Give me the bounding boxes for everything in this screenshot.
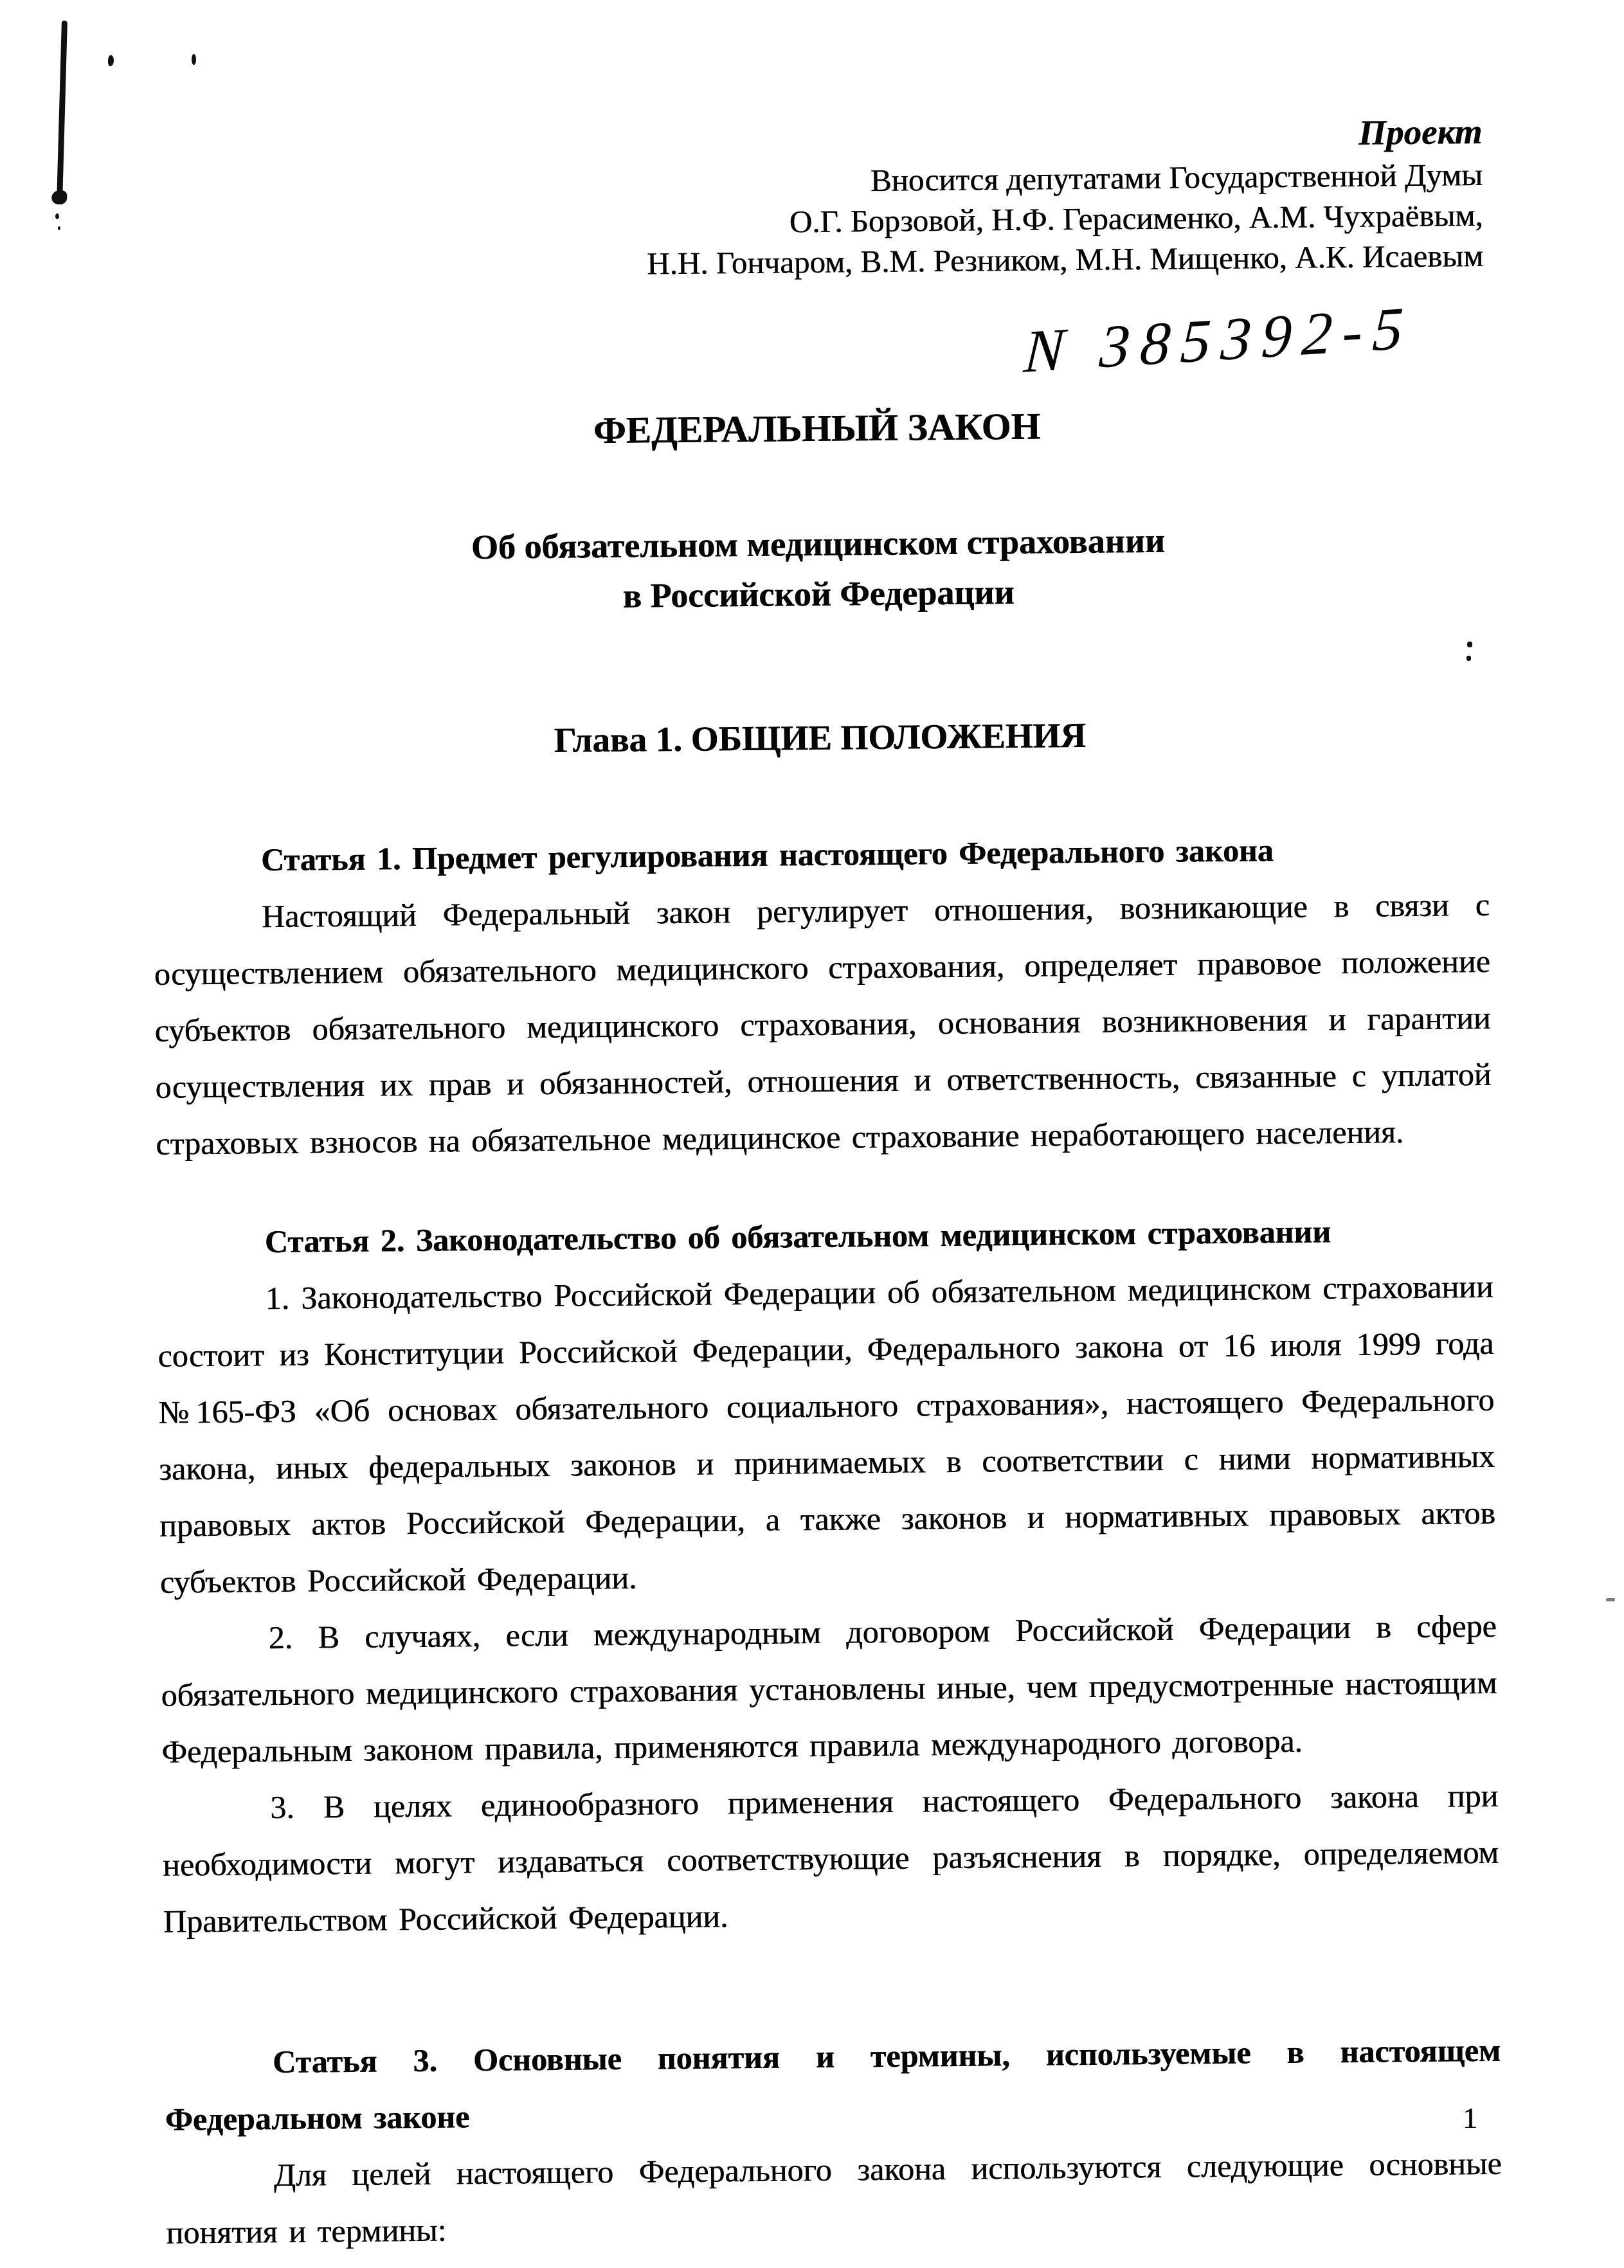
law-title-line-1: Об обязательном медицинском страховании xyxy=(471,521,1166,567)
authors-line-1: О.Г. Борзовой, Н.Ф. Герасименко, А.М. Чухраёвым, xyxy=(789,197,1483,240)
article-2-paragraph-2: 2. В случаях, если международным договором Российской Федерации в сфере обязательного медицинского страхования установлены иные, чем предусмотренные настоящим Федеральным законом правила, применяются правила международного договора. xyxy=(161,1607,1497,1770)
chapter-heading: Глава 1. ОБЩИЕ ПОЛОЖЕНИЯ xyxy=(554,715,1087,760)
article-1 xyxy=(153,820,1492,1172)
article-2-paragraph-1: 1. Законодательство Российской Федерации об обязательном медицинском страховании состоит из Конституции Российской Федерации, Федерального закона от 16 июля 1999 года №165-ФЗ «Об основах обязательного социального страхования», настоящего Федерального закона, иных федеральных законов и принимаемых в соответствии с ними нормативных правовых актов Российской Федерации, а также законов и нормативных правовых актов субъектов Российской Федерации. xyxy=(158,1268,1496,1600)
article-2-paragraph-3: 3. В целях единообразного применения настоящего Федерального закона при необходимости могут издаваться соответствующие разъяснения в порядке, определяемом Правительством Российской Федерации. xyxy=(162,1777,1499,1940)
law-type-title: ФЕДЕРАЛЬНЫЙ ЗАКОН xyxy=(593,404,1041,452)
handwritten-registration-number: N 385392-5 xyxy=(1022,294,1416,386)
article-1-heading: Статья 1. Предмет регулирования настоящего Федерального закона xyxy=(260,832,1274,878)
article-1-paragraph-1: Настоящий Федеральный закон регулирует отношения, возникающие в связи с осуществлением обязательного медицинского страхования, определяет правовое положение субъектов обязательного медицинского страхования, основания возникновения и гарантии осуществления их прав и обязанностей, отношения и ответственность, связанные с уплатой страховых взносов на обязательное медицинское страхование неработающего населения. xyxy=(154,886,1492,1162)
article-2 xyxy=(156,1202,1499,1950)
page-number: 1 xyxy=(1463,2102,1477,2134)
article-3 xyxy=(165,2022,1502,2261)
law-title xyxy=(150,512,1486,626)
article-2-heading: Статья 2. Законодательство об обязательном медицинском страховании xyxy=(264,1213,1331,1260)
article-3-heading: Статья 3. Основные понятия и термины, используемые в настоящем Федеральном законе xyxy=(165,2031,1501,2138)
draft-label: Проект xyxy=(1358,111,1483,152)
authors-line-2: Н.Н. Гончаром, В.М. Резником, М.Н. Мищенко, А.К. Исаевым xyxy=(646,237,1484,282)
law-title-line-2: в Российской Федерации xyxy=(622,572,1015,615)
submitted-by-line: Вносится депутатами Государственной Думы xyxy=(870,156,1483,199)
article-3-paragraph-1: Для целей настоящего Федерального закона используются следующие основные понятия и термины: xyxy=(166,2145,1502,2251)
document-header xyxy=(146,109,1484,386)
